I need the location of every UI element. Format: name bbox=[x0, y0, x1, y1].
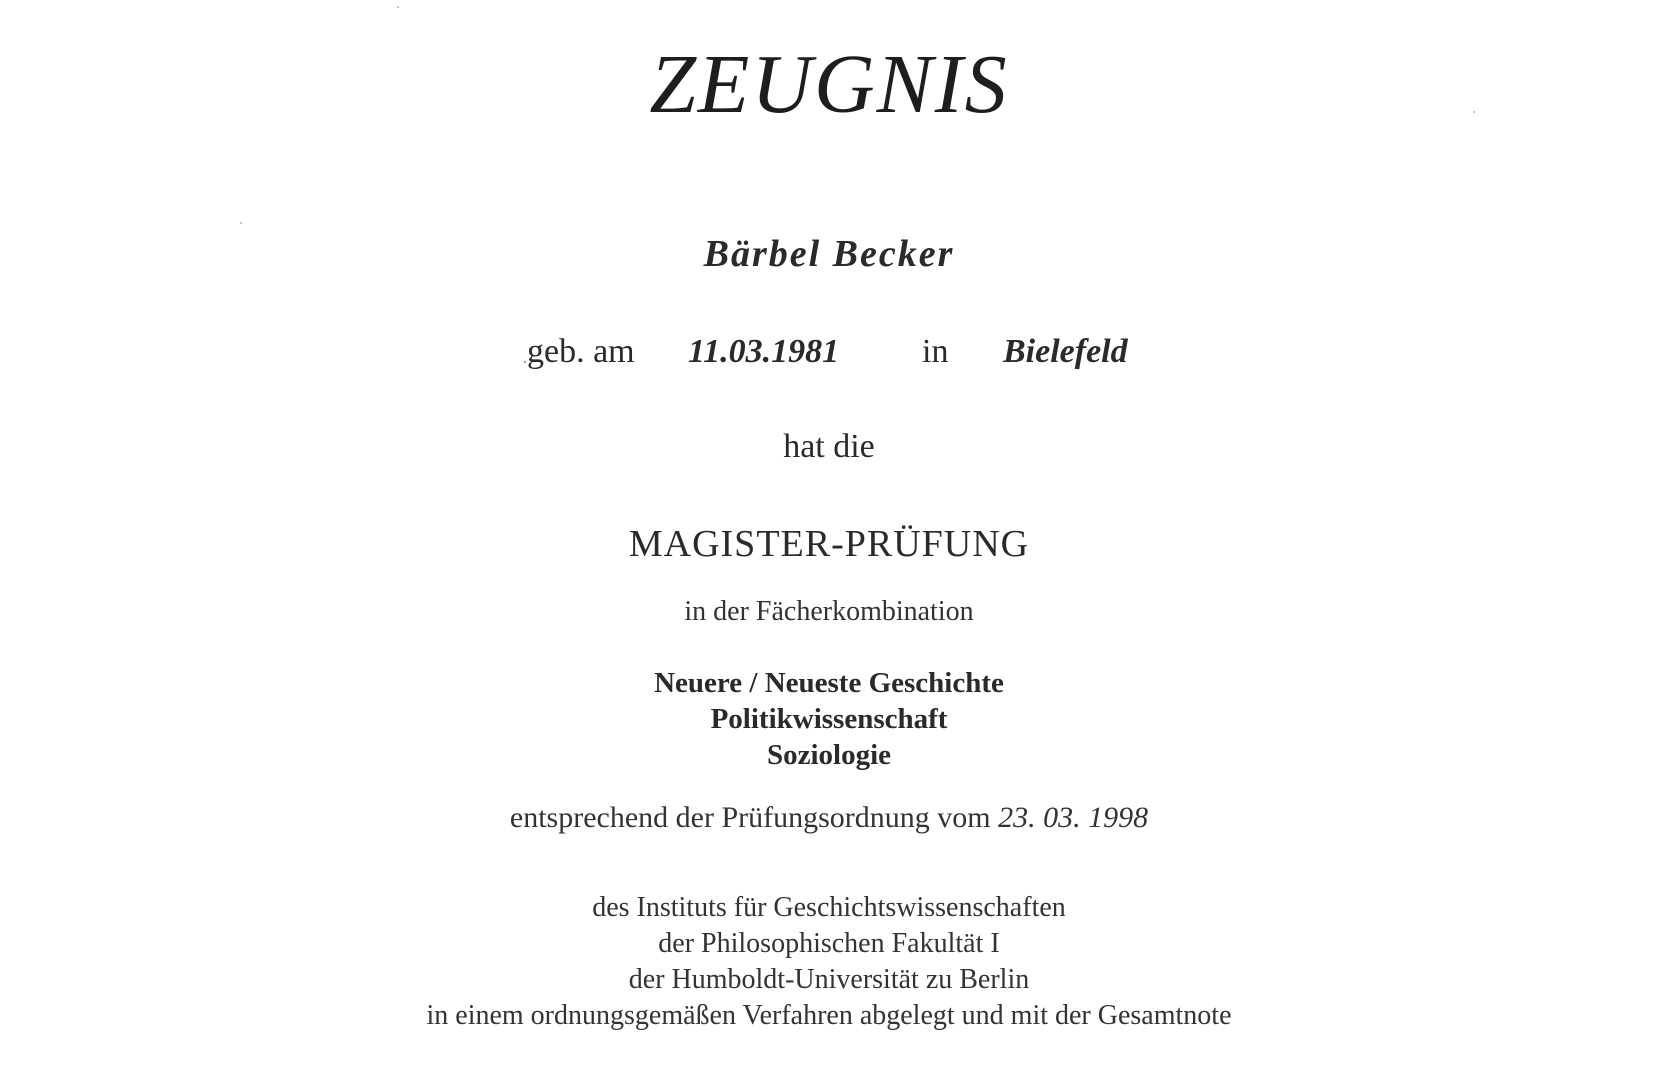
exam-title: MAGISTER-PRÜFUNG bbox=[628, 523, 1030, 565]
birth-place-label: in bbox=[922, 333, 949, 370]
subject-item: Politikwissenschaft bbox=[710, 703, 948, 735]
subject-item: Neuere / Neueste Geschichte bbox=[654, 667, 1004, 699]
institution-line: des Instituts für Geschichtswissenschaften bbox=[592, 892, 1066, 923]
document-title: ZEUGNIS bbox=[649, 38, 1009, 131]
birth-date-label: geb. am bbox=[527, 333, 635, 370]
connector-text: hat die bbox=[783, 428, 875, 465]
birth-date-value: 11.03.1981 bbox=[688, 333, 840, 370]
institution-line: der Humboldt-Universität zu Berlin bbox=[628, 964, 1030, 995]
scan-speck bbox=[1473, 111, 1475, 113]
institution-line: der Philosophischen Fakultät I bbox=[658, 928, 1000, 959]
scan-speck bbox=[397, 6, 399, 8]
recipient-name: Bärbel Becker bbox=[703, 233, 955, 275]
subject-combination-label: in der Fächerkombination bbox=[684, 596, 974, 627]
regulation-date: 23. 03. 1998 bbox=[998, 801, 1149, 834]
scan-speck bbox=[240, 222, 242, 224]
birth-place-value: Bielefeld bbox=[1003, 333, 1128, 370]
institution-line: in einem ordnungsgemäßen Verfahren abgelegt und mit der Gesamtnote bbox=[426, 1000, 1232, 1031]
subject-item: Soziologie bbox=[766, 739, 892, 771]
scan-speck bbox=[524, 361, 526, 363]
exam-regulation bbox=[0, 801, 1658, 835]
regulation-text: entsprechend der Prüfungsordnung vom bbox=[509, 801, 991, 834]
